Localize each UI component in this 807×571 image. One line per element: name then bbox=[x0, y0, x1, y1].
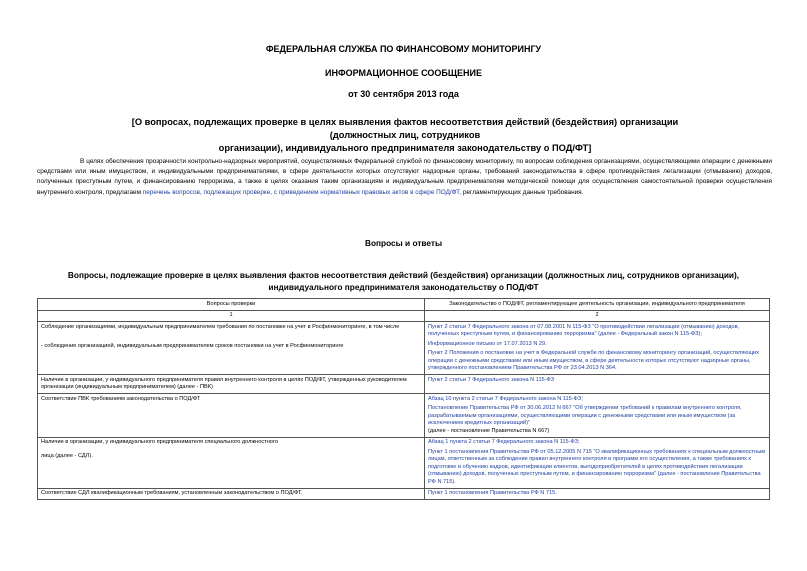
legislation-cell bbox=[425, 394, 770, 438]
legislation-link[interactable]: Абзац 10 пункта 2 статьи 7 Федерального закона N 115-ФЗ; bbox=[428, 395, 583, 402]
legislation-cell bbox=[425, 488, 770, 500]
legislation-link[interactable]: Пункт 1 постановления Правительства РФ от 05.12.2005 N 715 "О квалификационных требованиях к специальным должностным лицам, ответственным за соблюдение правил внутреннего контроля и программ его осуществления, а также требованиях к подготовке и обучению кадров, идентификации клиентов, выгодоприобретателей в целях противодействия легализации (отмыванию) доходов, полученных преступным путем, и финансированию терроризма" (далее - постановление Правительства РФ N 715). bbox=[428, 448, 766, 485]
qa-heading: Вопросы и ответы bbox=[364, 238, 443, 248]
intro-text-end: регламентирующих данные требования. bbox=[462, 188, 584, 196]
table-row bbox=[38, 375, 770, 394]
question-text: - соблюдение организацией, индивидуальным предпринимателем сроков постановки на учет в Росфинмониторинге bbox=[41, 343, 344, 349]
legislation-cell bbox=[425, 375, 770, 394]
doc-date: от 30 сентября 2013 года bbox=[348, 89, 459, 99]
table-number-row bbox=[38, 310, 770, 322]
table-row bbox=[38, 394, 770, 438]
table-header-row bbox=[38, 299, 770, 311]
col-number-1: 1 bbox=[38, 310, 425, 322]
table-title bbox=[30, 269, 777, 293]
questions-table bbox=[37, 298, 770, 500]
legislation-note: (далее - постановление Правительства N 667) bbox=[428, 427, 550, 434]
col-header-questions: Вопросы проверки bbox=[38, 299, 425, 311]
question-text: Соблюдение организациями, индивидуальным предпринимателем требования по постановке на учет в Росфинмониторинге, в том числе bbox=[41, 323, 400, 330]
subject-line-2: организации), индивидуального предпринимателя законодательству о ПОД/ФТ] bbox=[218, 143, 592, 153]
question-cell: Соответствие СДЛ квалификационным требованиям, установленным законодательством о ПОД/ФТ. bbox=[38, 488, 425, 500]
intro-text: В целях обеспечения прозрачности контрольно-надзорных мероприятий, осуществляемых Федеральной службой по финансовому мониторингу, по вопросам соблюдения организациями, осуществляющими операции с денежными средствами или иным имуществом, и индивидуальными предпринимателями, в сфере деятельности которых отсутствуют надзорные органы, требований законодательства в сфере противодействия легализации (отмыванию) доходов, полученных преступным путем, и финансированию терроризма, а также в целях оказания таким организациям и индивидуальным предпринимателям методической помощи для осуществления самостоятельной проверки осуществления внутреннего контроля, предлагаем bbox=[37, 158, 772, 196]
question-cell: Соответствие ПВК требованиям законодательства о ПОД/ФТ bbox=[38, 394, 425, 438]
legislation-link[interactable]: Пункт 2 статьи 7 Федерального закона N 115-ФЗ bbox=[428, 376, 555, 383]
question-cell: Наличие в организации, у индивидуального предпринимателя правил внутреннего контроля в целях ПОД/ФТ, утвержденных руководителем организации (индивидуальным предпринимателем) (далее - ПВК) bbox=[38, 375, 425, 394]
legislation-link[interactable]: Пункт 2 статьи 7 Федерального закона от 07.08.2001 N 115-ФЗ "О противодействии легализации (отмыванию) доходов, полученных преступным путем, и финансированию терроризма" (далее - Федеральный закон N 115-ФЗ); bbox=[428, 323, 740, 337]
legislation-cell bbox=[425, 322, 770, 375]
table-row bbox=[38, 322, 770, 375]
col-header-legislation: Законодательство о ПОД/ФТ, регламентирующее деятельность организации, индивидуального предпринимателя bbox=[425, 299, 770, 311]
legislation-link[interactable]: Информационное письмо от 17.07.2013 N 29. bbox=[428, 340, 547, 347]
table-title-line-2: индивидуального предпринимателя законодательству о ПОД/ФТ bbox=[268, 282, 539, 292]
question-text: лица (далее - СДЛ). bbox=[41, 452, 93, 459]
intro-paragraph bbox=[37, 157, 772, 198]
table-row bbox=[38, 437, 770, 488]
question-text: Наличие в организации, у индивидуального предпринимателя специального должностного bbox=[41, 439, 278, 445]
table-title-line-1: Вопросы, подлежащие проверке в целях выявления фактов несоответствия действий (бездействия) организации (должностных лиц, сотрудников организации), bbox=[67, 270, 740, 280]
question-cell bbox=[38, 322, 425, 375]
table-row bbox=[38, 488, 770, 500]
agency-title: ФЕДЕРАЛЬНАЯ СЛУЖБА ПО ФИНАНСОВОМУ МОНИТОРИНГУ bbox=[265, 44, 542, 54]
legislation-link[interactable]: Пункт 1 постановления Правительства РФ N 715. bbox=[428, 490, 557, 496]
legislation-link[interactable]: Пункт 2 Положения о постановке на учет в Федеральной службе по финансовому мониторингу организаций, осуществляющих операции с денежными средствами или иным имуществом, в сфере деятельности которых отсутствуют надзорные органы, утвержденного постановлением Правительства РФ от 23.04.2013 N 364. bbox=[428, 350, 759, 371]
doc-type: ИНФОРМАЦИОННОЕ СООБЩЕНИЕ bbox=[325, 68, 482, 78]
legislation-link[interactable]: Абзац 1 пункта 2 статьи 7 Федерального закона N 115-ФЗ; bbox=[428, 439, 580, 445]
question-cell bbox=[38, 437, 425, 488]
col-number-2: 2 bbox=[425, 310, 770, 322]
questions-list-link[interactable]: перечень вопросов, подлежащих проверке, с приведением нормативных правовых актов в сфере ПОД/ФТ, bbox=[142, 188, 462, 196]
legislation-cell bbox=[425, 437, 770, 488]
legislation-link[interactable]: Постановление Правительства РФ от 30.06.2012 N 667 "Об утверждении требований к правилам внутреннего контроля, разрабатываемым организациями, осуществляющими операции с денежными средствами или иным имуществом (за исключением кредитных организаций)" bbox=[428, 405, 742, 426]
doc-subject bbox=[100, 116, 710, 155]
subject-line-1: [О вопросах, подлежащих проверке в целях выявления фактов несоответствия действий (бездействия) организации (должностных лиц, сотрудников bbox=[131, 117, 679, 140]
